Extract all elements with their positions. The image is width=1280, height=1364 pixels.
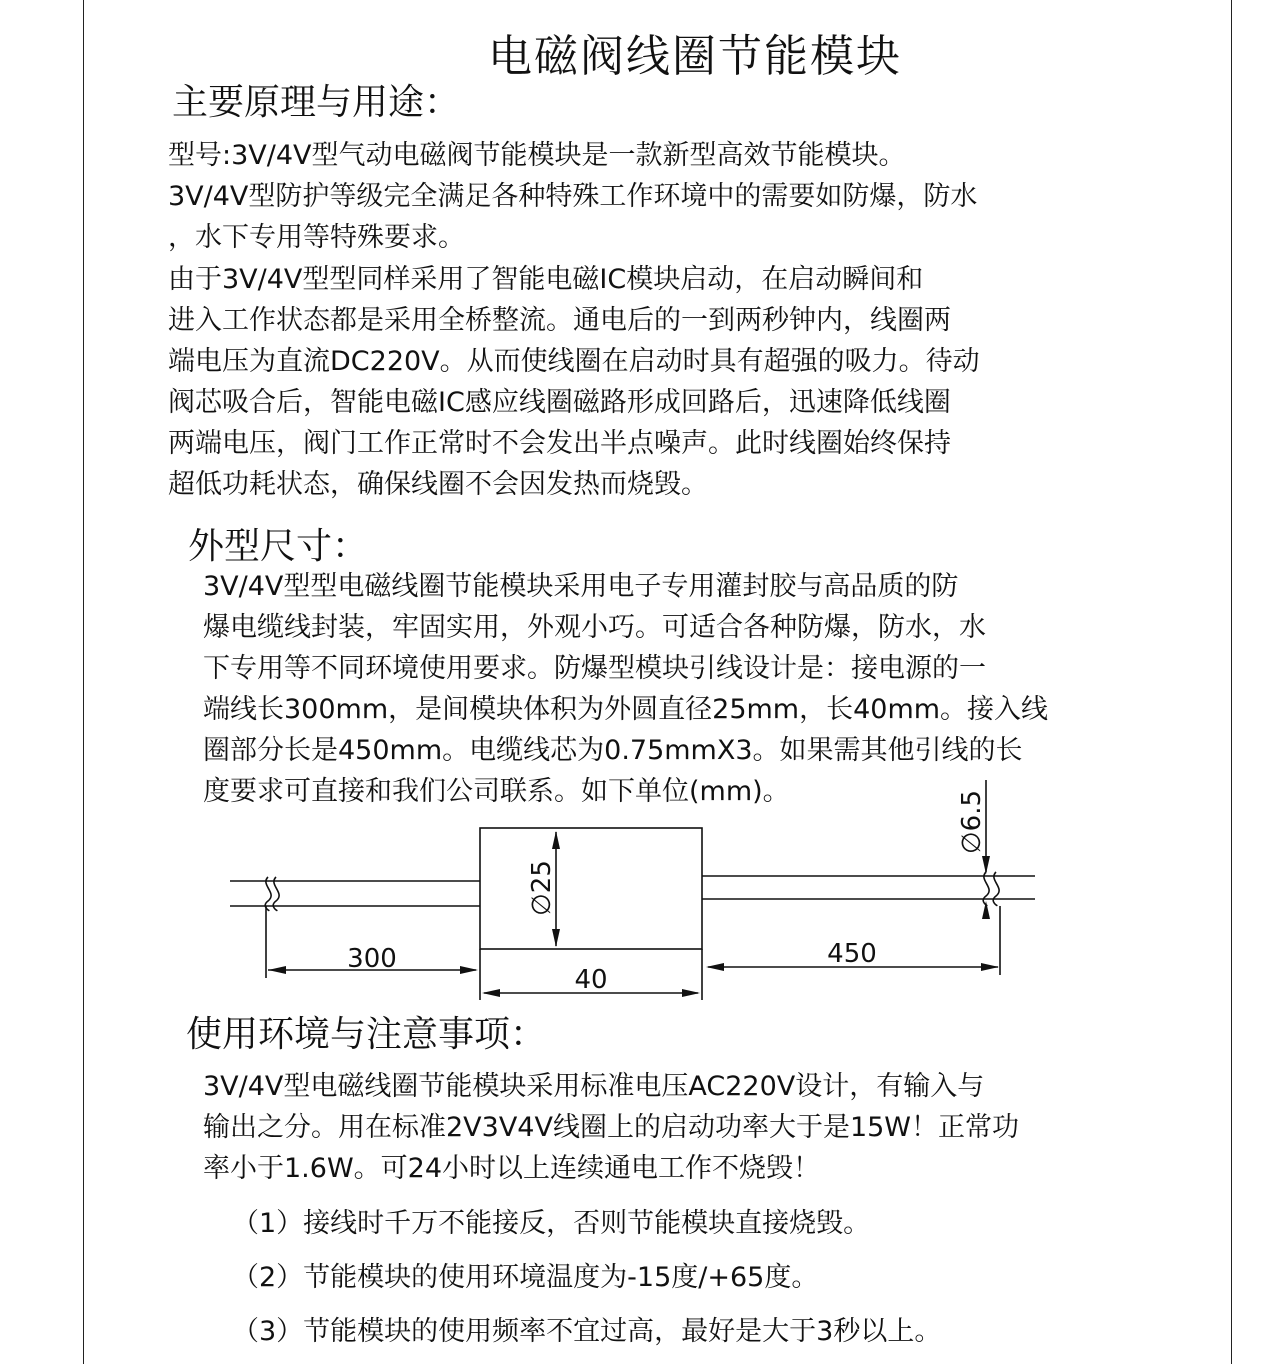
label-right-lead: 450 — [827, 939, 877, 969]
arrow-cable-diameter-bottom — [982, 901, 990, 919]
note-item: （3）节能模块的使用频率不宜过高，最好是大于3秒以上。 — [232, 1316, 942, 1347]
arrow-left-lead-end — [460, 966, 478, 974]
arrow-right-lead-start — [706, 963, 724, 971]
note-item: （2）节能模块的使用环境温度为-15度/+65度。 — [232, 1262, 819, 1293]
page-border-right — [1231, 0, 1232, 1364]
page-border-left — [83, 0, 84, 1364]
principle-paragraph-2: 由于3V/4V型型同样采用了智能电磁IC模块启动，在启动瞬间和 进入工作状态都是采用全桥整流。通电后的一到两秒钟内，线圈两 端电压为直流DC220V。从而使线圈在启动时具有超强的吸力。待动 阀芯吸合后，智能电磁IC感应线圈磁路形成回路后，迅速降低线圈 两端电压，阀门工作正常时不会发出半点噪声。此时线圈始终保持 超低功耗状态，确保线圈不会因发热而烧毁。 — [168, 264, 980, 500]
arrow-body-length-start — [482, 989, 500, 997]
label-body-length: 40 — [574, 965, 608, 995]
principle-paragraph-1: 型号:3V/4V型气动电磁阀节能模块是一款新型高效节能模块。 3V/4V型防护等级完全满足各种特殊工作环境中的需要如防爆，防水 ，水下专用等特殊要求。 — [168, 140, 978, 253]
environment-heading: 使用环境与注意事项： — [186, 1014, 547, 1055]
left-cable-break-mark-2 — [273, 877, 279, 910]
dimensions-heading: 外型尺寸： — [188, 526, 369, 567]
dimensions-paragraph: 3V/4V型型电磁线圈节能模块采用电子专用灌封胶与高品质的防 爆电缆线封装，牢固实用，外观小巧。可适合各种防爆，防水，水 下专用等不同环境使用要求。防爆型模块引线设计是：接电源的一 端线长300mm，是间模块体积为外圆直径25mm，长40mm。接入线 圈部分长是450mm。电缆线芯为0.75mmX3。如果需其他引线的长 度要求可直接和我们公司联系。如下单位(mm)。 — [203, 571, 1049, 807]
arrow-body-diameter-bottom — [552, 929, 560, 947]
environment-paragraph: 3V/4V型电磁线圈节能模块采用标准电压AC220V设计，有输入与 输出之分。用在标准2V3V4V线圈上的启动功率大于是15W！正常功 率小于1.6W。可24小时以上连续通电工作不烧毁！ — [203, 1071, 1019, 1184]
right-cable-break-mark-2 — [993, 872, 999, 905]
arrow-left-lead-start — [268, 966, 286, 974]
note-item: （1）接线时千万不能接反，否则节能模块直接烧毁。 — [232, 1208, 871, 1239]
arrow-body-length-end — [682, 989, 700, 997]
left-cable-break-mark — [265, 877, 271, 910]
principle-heading: 主要原理与用途： — [172, 82, 461, 123]
document-title: 电磁阀线圈节能模块 — [488, 31, 902, 82]
label-left-lead: 300 — [347, 944, 397, 974]
module-body — [480, 828, 702, 949]
label-cable-diameter: ∅6.5 — [957, 790, 987, 854]
label-body-diameter: ∅25 — [527, 860, 557, 916]
arrow-right-lead-end — [981, 963, 999, 971]
right-cable-break-mark — [983, 872, 989, 905]
arrow-body-diameter-top — [552, 831, 560, 849]
arrow-cable-diameter-top — [982, 856, 990, 874]
